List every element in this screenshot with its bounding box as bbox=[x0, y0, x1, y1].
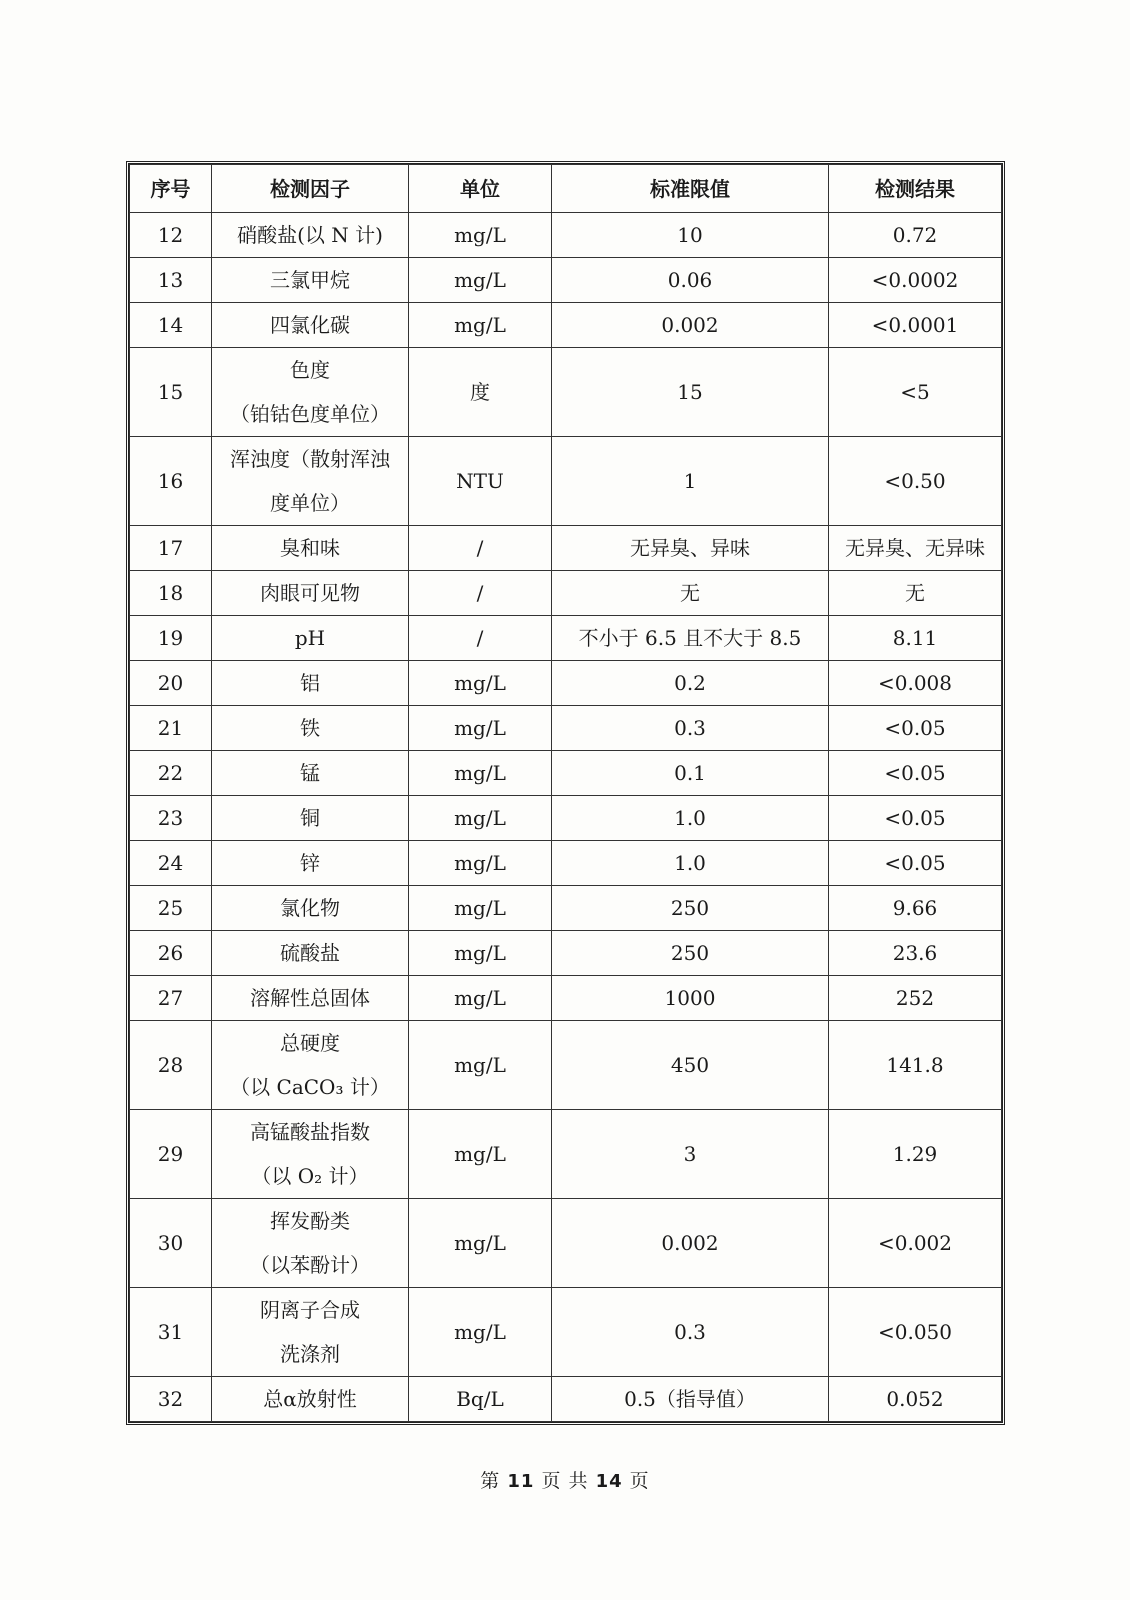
cell-test-factor bbox=[212, 1288, 409, 1377]
cell-test-factor bbox=[212, 751, 409, 796]
cell-standard-limit: 1.0 bbox=[552, 796, 829, 841]
factor-line: 溶解性总固体 bbox=[250, 986, 370, 1010]
cell-test-result: <0.05 bbox=[829, 751, 1002, 796]
cell-serial-number: 28 bbox=[130, 1021, 212, 1110]
table-row bbox=[130, 1288, 1002, 1377]
cell-test-result: 无异臭、无异味 bbox=[829, 526, 1002, 571]
cell-unit: mg/L bbox=[409, 1021, 552, 1110]
cell-unit: mg/L bbox=[409, 258, 552, 303]
table-row bbox=[130, 886, 1002, 931]
factor-line: pH bbox=[294, 626, 326, 650]
cell-unit: mg/L bbox=[409, 303, 552, 348]
factor-line: 硝酸盐(以 N 计) bbox=[237, 223, 383, 247]
factor-line: 度单位） bbox=[270, 491, 350, 515]
cell-test-factor bbox=[212, 1110, 409, 1199]
cell-unit: mg/L bbox=[409, 661, 552, 706]
cell-standard-limit: 1 bbox=[552, 437, 829, 526]
cell-test-factor bbox=[212, 437, 409, 526]
cell-unit: mg/L bbox=[409, 796, 552, 841]
cell-standard-limit: 无 bbox=[552, 571, 829, 616]
cell-serial-number: 17 bbox=[130, 526, 212, 571]
header-test-result: 检测结果 bbox=[829, 165, 1002, 213]
table-row bbox=[130, 706, 1002, 751]
cell-test-result: 23.6 bbox=[829, 931, 1002, 976]
cell-unit: Bq/L bbox=[409, 1377, 552, 1422]
factor-line: 臭和味 bbox=[280, 536, 340, 560]
cell-unit: mg/L bbox=[409, 976, 552, 1021]
cell-test-result: 0.72 bbox=[829, 213, 1002, 258]
table-row bbox=[130, 616, 1002, 661]
footer-page-number: 11 bbox=[507, 1471, 535, 1492]
factor-line: 阴离子合成 bbox=[260, 1298, 360, 1322]
table-row bbox=[130, 1199, 1002, 1288]
cell-standard-limit: 3 bbox=[552, 1110, 829, 1199]
cell-serial-number: 32 bbox=[130, 1377, 212, 1422]
header-test-factor: 检测因子 bbox=[212, 165, 409, 213]
table-row bbox=[130, 976, 1002, 1021]
cell-unit: mg/L bbox=[409, 886, 552, 931]
cell-unit: mg/L bbox=[409, 751, 552, 796]
cell-standard-limit: 10 bbox=[552, 213, 829, 258]
cell-test-factor bbox=[212, 258, 409, 303]
cell-serial-number: 24 bbox=[130, 841, 212, 886]
page-footer bbox=[0, 1466, 1130, 1493]
table-row bbox=[130, 258, 1002, 303]
cell-standard-limit: 0.2 bbox=[552, 661, 829, 706]
cell-test-result: <0.05 bbox=[829, 706, 1002, 751]
cell-serial-number: 25 bbox=[130, 886, 212, 931]
cell-standard-limit: 450 bbox=[552, 1021, 829, 1110]
cell-test-factor bbox=[212, 661, 409, 706]
cell-test-result: <0.002 bbox=[829, 1199, 1002, 1288]
factor-line: （以 CaCO₃ 计） bbox=[230, 1075, 390, 1099]
cell-test-result: 141.8 bbox=[829, 1021, 1002, 1110]
cell-unit: mg/L bbox=[409, 931, 552, 976]
table-row bbox=[130, 571, 1002, 616]
cell-serial-number: 27 bbox=[130, 976, 212, 1021]
cell-test-result: <0.50 bbox=[829, 437, 1002, 526]
factor-line: 铜 bbox=[300, 806, 320, 830]
factor-line: 三氯甲烷 bbox=[270, 268, 350, 292]
factor-line: 锰 bbox=[300, 761, 320, 785]
cell-test-result: 1.29 bbox=[829, 1110, 1002, 1199]
cell-standard-limit: 15 bbox=[552, 348, 829, 437]
cell-standard-limit: 250 bbox=[552, 931, 829, 976]
table-row bbox=[130, 931, 1002, 976]
factor-line: 锌 bbox=[300, 851, 320, 875]
cell-test-factor bbox=[212, 886, 409, 931]
cell-serial-number: 29 bbox=[130, 1110, 212, 1199]
cell-test-result: 9.66 bbox=[829, 886, 1002, 931]
cell-standard-limit: 1.0 bbox=[552, 841, 829, 886]
cell-serial-number: 22 bbox=[130, 751, 212, 796]
table-row bbox=[130, 348, 1002, 437]
cell-test-result: 8.11 bbox=[829, 616, 1002, 661]
header-serial-number: 序号 bbox=[130, 165, 212, 213]
factor-line: 氯化物 bbox=[280, 896, 340, 920]
cell-standard-limit: 0.5（指导值） bbox=[552, 1377, 829, 1422]
table-row bbox=[130, 303, 1002, 348]
table-row bbox=[130, 1110, 1002, 1199]
cell-test-result: 252 bbox=[829, 976, 1002, 1021]
cell-test-factor bbox=[212, 1021, 409, 1110]
table-row bbox=[130, 1021, 1002, 1110]
factor-line: 浑浊度（散射浑浊 bbox=[230, 447, 390, 471]
cell-standard-limit: 0.3 bbox=[552, 1288, 829, 1377]
cell-unit: NTU bbox=[409, 437, 552, 526]
cell-unit: / bbox=[409, 571, 552, 616]
cell-test-factor bbox=[212, 526, 409, 571]
factor-line: （以 O₂ 计） bbox=[251, 1164, 369, 1188]
cell-test-factor bbox=[212, 796, 409, 841]
cell-serial-number: 16 bbox=[130, 437, 212, 526]
cell-serial-number: 26 bbox=[130, 931, 212, 976]
cell-unit: / bbox=[409, 526, 552, 571]
header-standard-limit: 标准限值 bbox=[552, 165, 829, 213]
cell-serial-number: 30 bbox=[130, 1199, 212, 1288]
cell-serial-number: 13 bbox=[130, 258, 212, 303]
cell-standard-limit: 不小于 6.5 且不大于 8.5 bbox=[552, 616, 829, 661]
table-row bbox=[130, 751, 1002, 796]
cell-test-result: <0.0001 bbox=[829, 303, 1002, 348]
cell-test-factor bbox=[212, 616, 409, 661]
table-row bbox=[130, 661, 1002, 706]
cell-standard-limit: 0.3 bbox=[552, 706, 829, 751]
cell-serial-number: 23 bbox=[130, 796, 212, 841]
cell-test-result: 0.052 bbox=[829, 1377, 1002, 1422]
factor-line: 四氯化碳 bbox=[270, 313, 350, 337]
cell-test-result: <5 bbox=[829, 348, 1002, 437]
factor-line: （以苯酚计） bbox=[250, 1253, 370, 1277]
cell-standard-limit: 0.002 bbox=[552, 303, 829, 348]
factor-line: 硫酸盐 bbox=[280, 941, 340, 965]
cell-standard-limit: 0.06 bbox=[552, 258, 829, 303]
header-unit: 单位 bbox=[409, 165, 552, 213]
cell-test-factor bbox=[212, 1199, 409, 1288]
footer-suffix: 页 bbox=[629, 1470, 650, 1492]
factor-line: 洗涤剂 bbox=[280, 1342, 340, 1366]
cell-standard-limit: 250 bbox=[552, 886, 829, 931]
cell-unit: mg/L bbox=[409, 841, 552, 886]
cell-unit: mg/L bbox=[409, 706, 552, 751]
cell-unit: mg/L bbox=[409, 1110, 552, 1199]
table-row bbox=[130, 841, 1002, 886]
factor-line: （铂钴色度单位） bbox=[230, 402, 390, 426]
factor-line: 高锰酸盐指数 bbox=[250, 1120, 370, 1144]
cell-test-factor bbox=[212, 841, 409, 886]
cell-test-factor bbox=[212, 706, 409, 751]
factor-line: 挥发酚类 bbox=[270, 1209, 350, 1233]
cell-test-factor bbox=[212, 976, 409, 1021]
cell-test-result: <0.0002 bbox=[829, 258, 1002, 303]
factor-line: 色度 bbox=[290, 358, 330, 382]
table-header-row bbox=[130, 165, 1002, 213]
cell-test-result: <0.050 bbox=[829, 1288, 1002, 1377]
cell-test-factor bbox=[212, 1377, 409, 1422]
factor-line: 总α放射性 bbox=[263, 1387, 357, 1411]
cell-unit: mg/L bbox=[409, 213, 552, 258]
cell-test-factor bbox=[212, 571, 409, 616]
cell-unit: 度 bbox=[409, 348, 552, 437]
cell-test-result: <0.008 bbox=[829, 661, 1002, 706]
cell-serial-number: 14 bbox=[130, 303, 212, 348]
factor-line: 铝 bbox=[300, 671, 320, 695]
cell-unit: mg/L bbox=[409, 1288, 552, 1377]
cell-serial-number: 31 bbox=[130, 1288, 212, 1377]
table-row bbox=[130, 796, 1002, 841]
table-row bbox=[130, 213, 1002, 258]
table-row bbox=[130, 437, 1002, 526]
cell-serial-number: 15 bbox=[130, 348, 212, 437]
table-row bbox=[130, 1377, 1002, 1422]
cell-standard-limit: 0.002 bbox=[552, 1199, 829, 1288]
cell-serial-number: 12 bbox=[130, 213, 212, 258]
cell-test-result: <0.05 bbox=[829, 796, 1002, 841]
cell-standard-limit: 无异臭、异味 bbox=[552, 526, 829, 571]
table-row bbox=[130, 526, 1002, 571]
cell-test-factor bbox=[212, 931, 409, 976]
footer-total-pages: 14 bbox=[595, 1471, 623, 1492]
cell-unit: / bbox=[409, 616, 552, 661]
factor-line: 肉眼可见物 bbox=[260, 581, 360, 605]
cell-standard-limit: 1000 bbox=[552, 976, 829, 1021]
table-body bbox=[130, 213, 1002, 1422]
factor-line: 铁 bbox=[300, 716, 320, 740]
water-quality-results-table bbox=[129, 164, 1002, 1422]
cell-unit: mg/L bbox=[409, 1199, 552, 1288]
cell-test-result: <0.05 bbox=[829, 841, 1002, 886]
cell-standard-limit: 0.1 bbox=[552, 751, 829, 796]
footer-prefix: 第 bbox=[480, 1470, 501, 1492]
cell-serial-number: 21 bbox=[130, 706, 212, 751]
report-table-frame bbox=[126, 161, 1005, 1425]
factor-line: 总硬度 bbox=[280, 1031, 340, 1055]
cell-serial-number: 19 bbox=[130, 616, 212, 661]
footer-middle: 页 共 bbox=[541, 1470, 589, 1492]
cell-serial-number: 18 bbox=[130, 571, 212, 616]
cell-test-factor bbox=[212, 348, 409, 437]
cell-test-result: 无 bbox=[829, 571, 1002, 616]
cell-serial-number: 20 bbox=[130, 661, 212, 706]
cell-test-factor bbox=[212, 213, 409, 258]
cell-test-factor bbox=[212, 303, 409, 348]
